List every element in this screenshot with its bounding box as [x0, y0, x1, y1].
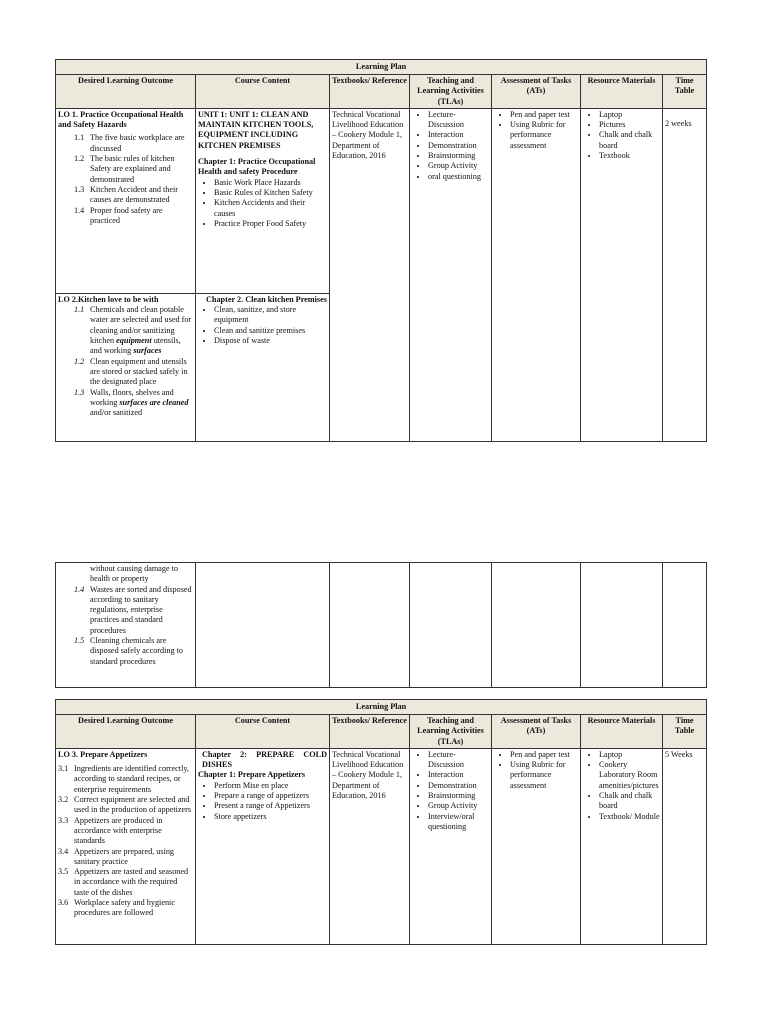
list-item: • Interview/oral questioning	[428, 812, 489, 833]
chapter-title: Chapter 1: Practice Occupational Health and safety Procedure	[198, 157, 316, 177]
list-item: 1.1 The five basic workplace are discussed	[74, 133, 185, 153]
list-item: • Basic Rules of Kitchen Safety	[214, 188, 327, 198]
lo2-cell	[56, 293, 196, 441]
list-item: • Clean, sanitize, and store equipment	[214, 305, 327, 326]
list-item: • Pen and paper test	[510, 110, 578, 120]
col-header-content: Course Content	[196, 75, 330, 109]
list-item: • Brainstorming	[428, 151, 489, 161]
list-item: • Textbook/ Module	[599, 812, 660, 822]
continuation-text: without causing damage to health or property	[90, 564, 178, 584]
ats-cell	[492, 108, 581, 441]
lo1-heading: LO 1. Practice Occupational Health and Safety Hazards	[58, 109, 184, 130]
col-header-reference: Textbooks/ Reference	[330, 715, 410, 749]
list-item: • Laptop	[599, 110, 660, 120]
col-header-ats: Assessment of Tasks (ATs)	[492, 715, 581, 749]
empty-cell	[196, 563, 330, 688]
lo3-list	[58, 764, 193, 918]
empty-cell	[663, 563, 707, 688]
list-item: • Cookery Laboratory Room amenities/pictures	[599, 760, 660, 791]
chapter-title: Chapter 1: Prepare Appetizers	[198, 770, 306, 780]
empty-cell	[410, 563, 492, 688]
list-item: 3.5 Appetizers are tasted and seasoned in accordance with the required taste of the dishes	[58, 867, 189, 897]
list-item: • Chalk and chalk board	[599, 791, 660, 812]
list-item: 1.1 Chemicals and clean potable water are selected and used for cleaning and/or sanitizing kitchen equipment utensils, and working surfaces	[74, 305, 192, 356]
list-item: • Interaction	[428, 130, 489, 140]
empty-cell	[581, 563, 663, 688]
list-item: • Practice Proper Food Safety	[214, 219, 327, 229]
lo2-continuation-cell	[56, 563, 196, 688]
col-header-ats: Assessment of Tasks (ATs)	[492, 75, 581, 109]
col-header-time: Time Table	[663, 715, 707, 749]
list-item: • Brainstorming	[428, 791, 489, 801]
ats-cell	[492, 748, 581, 944]
col-header-time: Time Table	[663, 75, 707, 109]
tlas-cell	[410, 748, 492, 944]
list-item: • Dispose of waste	[214, 336, 327, 346]
table-title: Learning Plan	[56, 60, 707, 75]
list-item: • Using Rubric for performance assessment	[510, 760, 578, 791]
col-header-tlas: Teaching and Learning Activities (TLAs)	[410, 715, 492, 749]
table-title: Learning Plan	[56, 700, 707, 715]
resources-cell	[581, 748, 663, 944]
col-header-reference: Textbooks/ Reference	[330, 75, 410, 109]
list-item: • Pictures	[599, 120, 660, 130]
list-item: • oral questioning	[428, 172, 489, 182]
list-item: 1.2 Clean equipment and utensils are stored or stacked safely in the designated place	[74, 356, 188, 387]
list-item: 1.3 Kitchen Accident and their causes are demonstrated	[74, 184, 178, 205]
content3-cell	[196, 748, 330, 944]
content3-list	[198, 781, 327, 822]
col-header-resources: Resource Materials	[581, 715, 663, 749]
reference-cell: Technical Vocational Livelihood Education – Cookery Module 1, Department of Education, 2016	[330, 748, 410, 944]
col-header-resources: Resource Materials	[581, 75, 663, 109]
list-item: • Group Activity	[428, 801, 489, 811]
list-item: • Kitchen Accidents and their causes	[214, 198, 327, 219]
list-item: 3.6 Workplace safety and hygienic procedures are followed	[58, 898, 175, 918]
unit-title: Chapter 2: PREPARE COLD DISHES	[202, 749, 327, 770]
list-item: 1.5 Cleaning chemicals are disposed safely according to standard procedures	[74, 636, 183, 666]
resources-cell	[581, 108, 663, 441]
unit-title: UNIT 1: UNIT 1: CLEAN AND MAINTAIN KITCHEN TOOLS, EQUIPMENT INCLUDING KITCHEN PREMISES	[198, 109, 314, 150]
col-header-tlas: Teaching and Learning Activities (TLAs)	[410, 75, 492, 109]
learning-plan-table-1	[55, 59, 707, 442]
learning-plan-table-continuation	[55, 562, 707, 688]
list-item: • Chalk and chalk board	[599, 130, 660, 151]
list-item: 3.2 Correct equipment are selected and used in the production of appetizers	[58, 795, 192, 815]
empty-cell	[330, 563, 410, 688]
tlas-cell	[410, 108, 492, 441]
reference-cell: Technical Vocational Livelihood Education – Cookery Module 1, Department of Education, 2016	[330, 108, 410, 441]
lo1-cell	[56, 108, 196, 293]
chapter-title: Chapter 2. Clean kitchen Premises	[206, 294, 327, 304]
list-item: • Pen and paper test	[510, 750, 578, 760]
list-item: 1.3 Walls, floors, shelves and working surfaces are cleaned and/or sanitized	[74, 387, 189, 418]
time-cell: 5 Weeks	[663, 748, 707, 944]
list-item: 1.4 Wastes are sorted and disposed according to sanitary regulations, enterprise practices and standard procedures	[74, 584, 192, 635]
list-item: • Store appetizers	[214, 812, 327, 822]
learning-plan-table-2	[55, 699, 707, 945]
list-item: • Basic Work Place Hazards	[214, 178, 327, 188]
col-header-content: Course Content	[196, 715, 330, 749]
list-item: • Clean and sanitize premises	[214, 326, 327, 336]
list-item: • Lecture-Discussion	[428, 750, 489, 771]
list-item: • Demonstration	[428, 781, 489, 791]
content2-list	[198, 305, 327, 346]
list-item: • Textbook	[599, 151, 660, 161]
list-item: 3.4 Appetizers are prepared, using sanitary practice	[58, 846, 175, 866]
list-item: • Laptop	[599, 750, 660, 760]
list-item: • Lecture-Discussion	[428, 110, 489, 131]
list-item: • Group Activity	[428, 161, 489, 171]
col-header-outcome: Desired Learning Outcome	[56, 715, 196, 749]
lo2-list	[58, 305, 193, 418]
list-item: • Present a range of Appetizers	[214, 801, 327, 811]
lo2-continuation-list	[58, 585, 193, 667]
list-item: 1.4 Proper food safety are practiced	[74, 205, 163, 225]
list-item: • Demonstration	[428, 141, 489, 151]
content1-cell	[196, 108, 330, 293]
col-header-outcome: Desired Learning Outcome	[56, 75, 196, 109]
time-cell: 2 weeks	[663, 108, 707, 441]
content1-list	[198, 178, 327, 229]
list-item: 3.3 Appetizers are produced in accordance with enterprise standards	[58, 815, 163, 846]
list-item: • Perform Mise en place	[214, 781, 327, 791]
list-item: • Prepare a range of appetizers	[214, 791, 327, 801]
list-item: 1.2 The basic rules of kitchen Safety are explained and demonstrated	[74, 154, 175, 184]
lo3-heading: LO 3. Prepare Appetizers	[58, 749, 148, 759]
list-item: 3.1 Ingredients are identified correctly, according to standard recipes, or enterprise requirements	[58, 764, 189, 794]
list-item: • Interaction	[428, 770, 489, 780]
content2-cell	[196, 293, 330, 441]
lo2-heading: LO 2.Kitchen love to be with	[58, 294, 159, 304]
empty-cell	[492, 563, 581, 688]
lo3-cell	[56, 748, 196, 944]
lo1-list	[58, 133, 193, 226]
list-item: • Using Rubric for performance assessment	[510, 120, 578, 151]
